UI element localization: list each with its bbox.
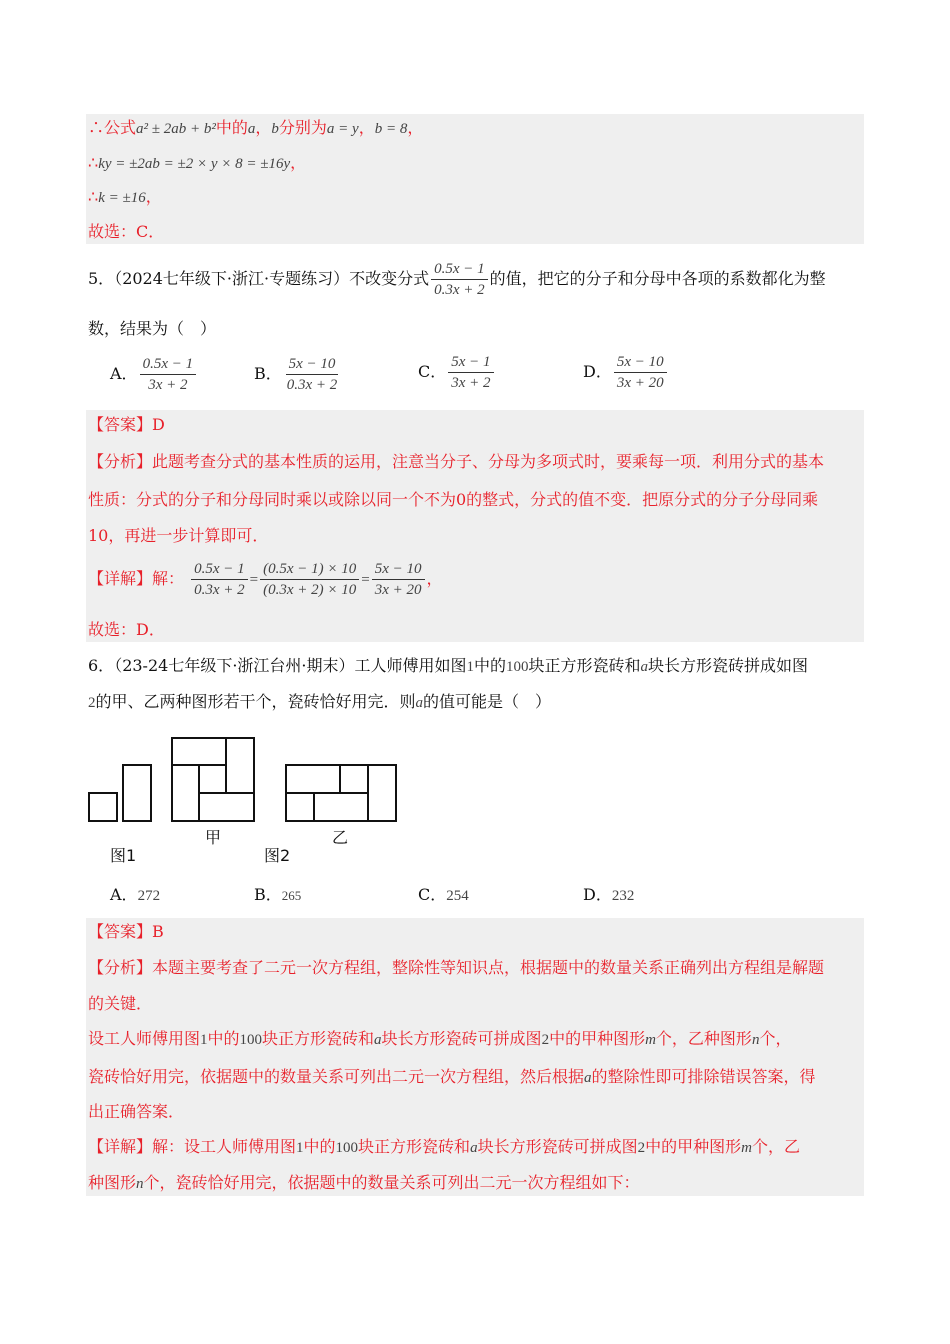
s1-ky-equation: ky = ±2ab = ±2 × y × 8 = ±16y <box>98 156 291 172</box>
s1-line2 <box>88 152 306 175</box>
fraction-numerator: (0.5x − 1) × 10 <box>260 561 359 580</box>
q6-analysis-line2: 的关键． <box>88 994 153 1013</box>
option-fraction <box>140 356 197 393</box>
q6-num: 2 <box>88 695 96 711</box>
s1-comma: ， <box>358 118 375 137</box>
option-label: B． <box>254 885 282 904</box>
s1-comma: ， <box>407 118 424 137</box>
detail-text: 块长方形瓷砖可拼成图 <box>477 1137 638 1156</box>
option-label: A． <box>110 885 138 904</box>
num: 100 <box>239 1032 263 1048</box>
analysis-text: 块长方形瓷砖可拼成图 <box>381 1029 542 1048</box>
q6-number: 6． <box>88 656 115 675</box>
analysis-tag: 【分析】 <box>88 452 153 471</box>
label-fig2: 图2 <box>264 846 291 865</box>
s1-choose: 故选：C． <box>88 222 165 241</box>
option-fraction <box>284 356 341 393</box>
s1-text: 分别为 <box>278 118 327 137</box>
num: 2 <box>637 1140 646 1156</box>
analysis-text: 设工人师傅用图 <box>88 1029 201 1048</box>
detail-lead: 解： <box>152 569 185 588</box>
q5-stem-line1 <box>88 257 826 301</box>
equals-sign: = <box>249 572 259 588</box>
s1-var-b: b <box>271 121 279 137</box>
option-fraction <box>614 354 667 391</box>
fraction-numerator: 5x − 10 <box>614 354 667 373</box>
answer-tag: 【答案】 <box>88 415 153 434</box>
detail-fraction-3 <box>372 561 425 598</box>
analysis-text: 本题主要考查了二元一次方程组，整除性等知识点，根据题中的数量关系正确列出方程组是解题 <box>152 958 825 977</box>
s1-line3 <box>88 186 162 209</box>
s1-eq-a: a = y <box>326 121 359 137</box>
detail-text: 块正方形瓷砖和 <box>358 1137 471 1156</box>
option-value: 272 <box>137 888 161 904</box>
therefore-symbol: ∴ <box>88 187 99 206</box>
s1-var-a: a <box>247 121 256 137</box>
option-label: C． <box>418 885 447 904</box>
fraction-denominator: 3x + 2 <box>451 375 491 391</box>
q5-fraction <box>431 261 488 298</box>
q6-var-a: a <box>415 695 424 711</box>
var-a: a <box>584 1070 592 1086</box>
answer-tag: 【答案】 <box>88 922 153 941</box>
num: 2 <box>541 1032 550 1048</box>
fraction-denominator: 0.3x + 2 <box>194 582 245 598</box>
q6-stem-line2 <box>88 691 551 714</box>
answer-value: D <box>152 415 165 434</box>
q6-analysis-line5: 出正确答案． <box>88 1102 185 1121</box>
q6-text: 块长方形瓷砖拼成如图 <box>648 656 809 675</box>
var-m: m <box>645 1032 656 1048</box>
label-fig1: 图1 <box>110 846 137 865</box>
q6-analysis-line3 <box>88 1028 791 1051</box>
fraction-numerator: 0.5x − 1 <box>431 261 488 280</box>
option-value: 254 <box>446 888 469 904</box>
fraction-denominator: 0.3x + 2 <box>286 377 338 393</box>
analysis-text: 中的甲种图形 <box>549 1029 646 1048</box>
analysis-text: 中的 <box>207 1029 240 1048</box>
q6-text: （23-24七年级下·浙江台州·期末）工人师傅用如图 <box>114 656 467 675</box>
detail-text: 种图形 <box>88 1173 137 1192</box>
q6-figure <box>86 735 406 825</box>
fraction-numerator: 0.5x − 1 <box>191 561 248 580</box>
q5-detail <box>88 557 443 602</box>
analysis-tag: 【分析】 <box>88 958 153 977</box>
detail-text: 个，乙 <box>751 1137 800 1156</box>
shape-jia <box>172 738 254 821</box>
q5-choose: 故选：D． <box>88 620 165 639</box>
q5-option-b[interactable] <box>254 356 342 393</box>
equals-sign: = <box>361 572 370 588</box>
q6-detail-line1 <box>88 1136 800 1159</box>
fraction-numerator: 0.5x − 1 <box>140 356 197 375</box>
label-yi: 乙 <box>332 828 349 847</box>
q5-analysis-line1 <box>88 451 824 473</box>
q5-option-d[interactable] <box>583 354 669 391</box>
detail-fraction-2 <box>260 561 359 598</box>
fraction-denominator: 3x + 20 <box>374 582 422 598</box>
analysis-text: 瓷砖恰好用完，依据题中的数量关系可列出二元一次方程组，然后根据 <box>88 1067 585 1086</box>
option-label: A． <box>110 364 138 383</box>
option-label: B． <box>254 364 282 383</box>
q6-num: 100 <box>506 659 529 675</box>
q5-analysis-line3: 10，再进一步计算即可． <box>88 526 269 545</box>
q6-text: 中的 <box>474 656 507 675</box>
fraction-numerator: 5x − 10 <box>286 356 339 375</box>
detail-text: 个，瓷砖恰好用完，依据题中的数量关系可列出二元一次方程组如下： <box>143 1173 640 1192</box>
s1-comma: ， <box>255 118 272 137</box>
detail-tag: 【详解】 <box>88 1137 153 1156</box>
q6-option-a[interactable] <box>110 884 160 907</box>
q6-detail-line2 <box>88 1172 640 1195</box>
s1-comma: ， <box>290 153 307 172</box>
q5-option-a[interactable] <box>110 356 198 393</box>
option-value: 232 <box>611 888 635 904</box>
q6-stem-line1 <box>88 655 808 678</box>
fraction-denominator: (0.3x + 2) × 10 <box>263 582 357 598</box>
var-n: n <box>136 1176 144 1192</box>
fraction-denominator: 3x + 20 <box>616 375 664 391</box>
var-n: n <box>751 1032 760 1048</box>
option-fraction <box>448 354 493 391</box>
q5-analysis-line2: 性质：分式的分子和分母同时乘以或除以同一个不为0的整式，分式的值不变．把原分式的分子分母同乘 <box>88 490 819 509</box>
analysis-text: 块正方形瓷砖和 <box>262 1029 375 1048</box>
q6-option-c[interactable] <box>418 884 469 907</box>
q6-text: 的值可能是（ ） <box>423 692 552 711</box>
s1-line1 <box>88 117 423 140</box>
num: 100 <box>335 1140 359 1156</box>
detail-text: 中的 <box>303 1137 336 1156</box>
q6-analysis-line4 <box>88 1066 816 1089</box>
q6-answer <box>88 921 164 943</box>
label-jia: 甲 <box>205 828 222 847</box>
fraction-denominator: 3x + 2 <box>148 377 188 393</box>
s1-formula: a² ± 2ab + b² <box>136 121 216 137</box>
q5-number: 5． <box>88 269 115 288</box>
detail-fraction-1 <box>191 561 248 598</box>
option-label: C． <box>418 362 447 381</box>
option-label: D． <box>583 362 612 381</box>
analysis-text: 个，乙种图形 <box>655 1029 752 1048</box>
q6-var-a: a <box>640 659 649 675</box>
fraction-numerator: 5x − 10 <box>372 561 425 580</box>
q6-option-d[interactable] <box>583 884 634 907</box>
s1-comma: ， <box>145 187 162 206</box>
analysis-text: 此题考查分式的基本性质的运用，注意当分子、分母为多项式时，要乘每一项．利用分式的基本 <box>152 452 825 471</box>
detail-text: 解：设工人师傅用图 <box>152 1137 297 1156</box>
num: 1 <box>296 1140 304 1156</box>
q5-source: （2024七年级下·浙江·专题练习）不改变分式 <box>114 269 430 288</box>
therefore-symbol: ∴ <box>88 153 99 172</box>
var-a: a <box>374 1032 382 1048</box>
s1-text: 中的 <box>215 118 248 137</box>
analysis-text: 个， <box>759 1029 792 1048</box>
q6-num: 1 <box>466 659 474 675</box>
s1-eq-b: b = 8 <box>374 121 408 137</box>
square-tile <box>89 793 117 821</box>
q5-answer <box>88 414 165 436</box>
detail-tag: 【详解】 <box>88 569 153 588</box>
q6-analysis-line1 <box>88 957 824 979</box>
q5-option-c[interactable] <box>418 354 496 391</box>
s1-text: ∴公式 <box>88 118 137 137</box>
option-value: 265 <box>281 888 302 903</box>
var-a: a <box>470 1140 478 1156</box>
q5-stem-tail: 的值，把它的分子和分母中各项的系数都化为整 <box>489 269 826 288</box>
option-label: D． <box>583 885 612 904</box>
fraction-numerator: 5x − 1 <box>448 354 493 373</box>
q6-text: 的甲、乙两种图形若干个，瓷砖恰好用完．则 <box>95 692 416 711</box>
q6-option-b[interactable] <box>254 884 301 907</box>
q5-stem-line2: 数，结果为（ ） <box>88 319 217 338</box>
detail-text: 中的甲种图形 <box>645 1137 742 1156</box>
q6-text: 块正方形瓷砖和 <box>528 656 641 675</box>
s1-k-value: k = ±16 <box>98 190 146 206</box>
answer-value: B <box>152 922 164 941</box>
num: 1 <box>200 1032 208 1048</box>
rect-tile <box>123 765 151 821</box>
analysis-text: 的整除性即可排除错误答案，得 <box>591 1067 816 1086</box>
fraction-denominator: 0.3x + 2 <box>434 282 485 298</box>
var-m: m <box>741 1140 752 1156</box>
comma: ， <box>426 569 443 588</box>
